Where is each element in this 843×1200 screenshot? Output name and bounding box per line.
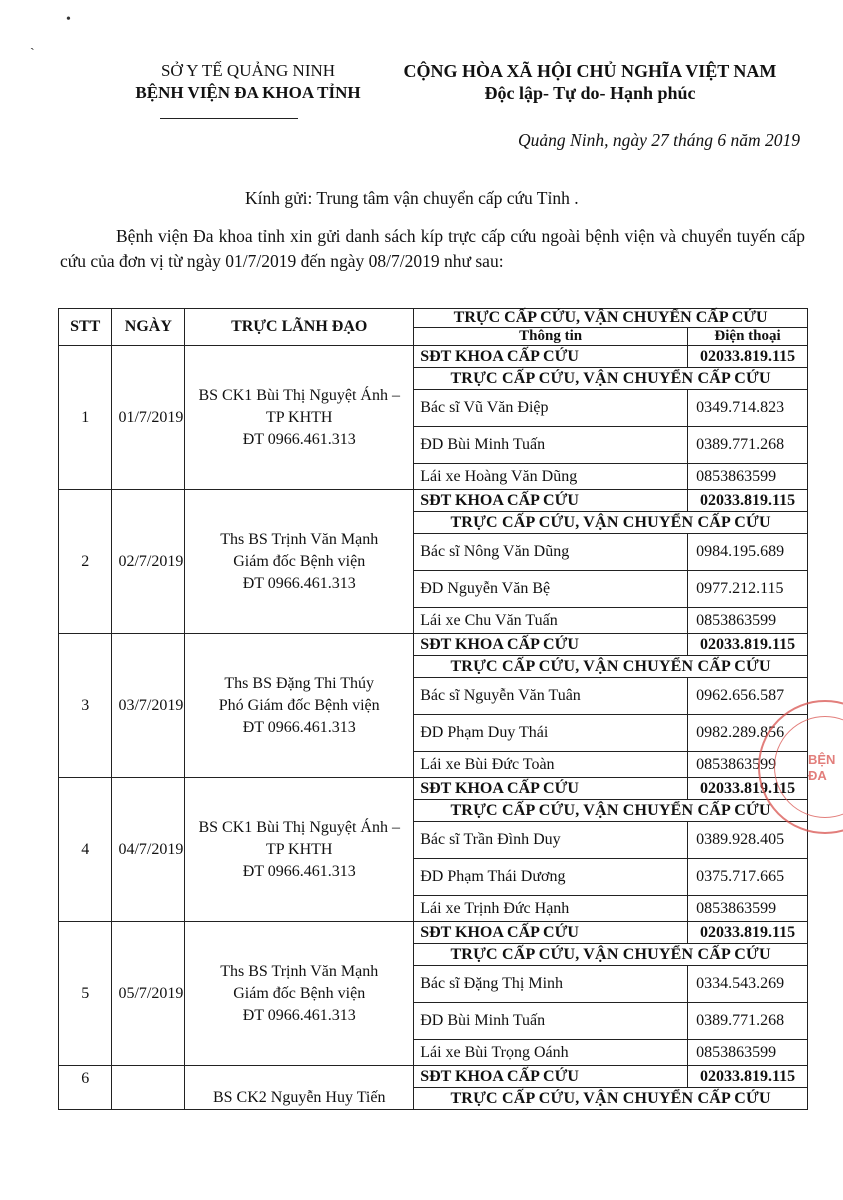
- table-row: [59, 778, 808, 800]
- duty-roster-table: [58, 308, 808, 1110]
- salutation: Kính gửi: Trung tâm vận chuyển cấp cứu Tỉnh .: [245, 188, 579, 208]
- nurse-phone: 0375.717.665: [688, 859, 808, 896]
- driver-phone: 0853863599: [688, 1040, 808, 1066]
- row-stt: 6: [59, 1066, 112, 1110]
- row-lead: [185, 922, 414, 1066]
- issuer-underline: [160, 118, 298, 119]
- nurse-phone: 0389.771.268: [688, 427, 808, 464]
- row-stt: 5: [59, 922, 112, 1066]
- lead-line: Phó Giám đốc Bệnh viện: [218, 696, 380, 714]
- doctor-phone: 0389.928.405: [688, 822, 808, 859]
- hotline-label: SĐT KHOA CẤP CỨU: [414, 922, 688, 944]
- doctor-phone: 0984.195.689: [688, 534, 808, 571]
- national-title: CỘNG HÒA XÃ HỘI CHỦ NGHĨA VIỆT NAM: [403, 61, 777, 81]
- stamp-text: [808, 752, 835, 784]
- issuer-block: [88, 60, 408, 104]
- doctor-name: Bác sĩ Vũ Văn Điệp: [414, 390, 688, 427]
- table-row: [59, 1066, 808, 1088]
- driver-phone: 0853863599: [688, 752, 808, 778]
- table-row: [59, 922, 808, 944]
- row-date: 05/7/2019: [112, 922, 185, 1066]
- row-stt: 3: [59, 634, 112, 778]
- doctor-phone: 0334.543.269: [688, 966, 808, 1003]
- issuer-department: SỞ Y TẾ QUẢNG NINH: [160, 61, 336, 80]
- nurse-name: ĐD Nguyễn Văn Bệ: [414, 571, 688, 608]
- national-motto: Độc lập- Tự do- Hạnh phúc: [484, 83, 696, 103]
- lead-line: Ths BS Trịnh Văn Mạnh: [220, 962, 379, 980]
- doctor-name: Bác sĩ Trần Đình Duy: [414, 822, 688, 859]
- hotline-number: 02033.819.115: [688, 346, 808, 368]
- nurse-phone: 0982.289.856: [688, 715, 808, 752]
- group-label: TRỰC CẤP CỨU, VẬN CHUYỂN CẤP CỨU: [414, 368, 808, 390]
- lead-line: Ths BS Trịnh Văn Mạnh: [220, 530, 379, 548]
- col-group-header: TRỰC CẤP CỨU, VẬN CHUYỂN CẤP CỨU: [414, 309, 808, 328]
- row-lead: [185, 490, 414, 634]
- doctor-phone: 0962.656.587: [688, 678, 808, 715]
- driver-phone: 0853863599: [688, 896, 808, 922]
- doctor-name: Bác sĩ Nông Văn Dũng: [414, 534, 688, 571]
- stamp-line: ĐA: [808, 768, 827, 783]
- doctor-phone: 0349.714.823: [688, 390, 808, 427]
- hotline-label: SĐT KHOA CẤP CỨU: [414, 634, 688, 656]
- row-lead: [185, 346, 414, 490]
- national-motto-block: [380, 60, 800, 104]
- hotline-label: SĐT KHOA CẤP CỨU: [414, 490, 688, 512]
- hotline-label: SĐT KHOA CẤP CỨU: [414, 346, 688, 368]
- group-label: TRỰC CẤP CỨU, VẬN CHUYỂN CẤP CỨU: [414, 944, 808, 966]
- hotline-number: 02033.819.115: [688, 634, 808, 656]
- group-label: TRỰC CẤP CỨU, VẬN CHUYỂN CẤP CỨU: [414, 512, 808, 534]
- group-label: TRỰC CẤP CỨU, VẬN CHUYỂN CẤP CỨU: [414, 1088, 808, 1110]
- row-lead: [185, 778, 414, 922]
- hotline-label: SĐT KHOA CẤP CỨU: [414, 778, 688, 800]
- hotline-number: 02033.819.115: [688, 490, 808, 512]
- driver-name: Lái xe Chu Văn Tuấn: [414, 608, 688, 634]
- lead-line: Giám đốc Bệnh viện: [233, 984, 366, 1002]
- group-label: TRỰC CẤP CỨU, VẬN CHUYỂN CẤP CỨU: [414, 656, 808, 678]
- driver-name: Lái xe Bùi Trọng Oánh: [414, 1040, 688, 1066]
- driver-phone: 0853863599: [688, 464, 808, 490]
- col-date-header: NGÀY: [112, 309, 185, 346]
- nurse-phone: 0977.212.115: [688, 571, 808, 608]
- lead-line: Ths BS Đặng Thi Thúy: [224, 674, 375, 692]
- lead-line: BS CK1 Bùi Thị Nguyệt Ánh –: [198, 818, 400, 836]
- row-date: 03/7/2019: [112, 634, 185, 778]
- col-lead-header: TRỰC LÃNH ĐẠO: [185, 309, 414, 346]
- col-info-header: Thông tin: [414, 328, 688, 346]
- row-date: 01/7/2019: [112, 346, 185, 490]
- scan-mark: ˏ: [30, 36, 35, 51]
- row-date: 04/7/2019: [112, 778, 185, 922]
- nurse-name: ĐD Phạm Thái Dương: [414, 859, 688, 896]
- nurse-name: ĐD Bùi Minh Tuấn: [414, 1003, 688, 1040]
- group-label: TRỰC CẤP CỨU, VẬN CHUYỂN CẤP CỨU: [414, 800, 808, 822]
- row-stt: 1: [59, 346, 112, 490]
- lead-line: TP KHTH: [265, 840, 333, 858]
- intro-paragraph: Bệnh viện Đa khoa tỉnh xin gửi danh sách kíp trực cấp cứu ngoài bệnh viện và chuyển tuyến cấp cứu của đơn vị từ ngày 01/7/2019 đến ngày 08/7/2019 như sau:: [60, 226, 805, 271]
- stamp-line: BỆN: [808, 752, 836, 767]
- lead-line: BS CK1 Bùi Thị Nguyệt Ánh –: [198, 386, 400, 404]
- row-stt: 2: [59, 490, 112, 634]
- lead-line: ĐT 0966.461.313: [242, 574, 356, 592]
- lead-line: ĐT 0966.461.313: [242, 862, 356, 880]
- col-stt-header: STT: [59, 309, 112, 346]
- issuer-hospital: BỆNH VIỆN ĐA KHOA TỈNH: [135, 83, 361, 102]
- nurse-name: ĐD Bùi Minh Tuấn: [414, 427, 688, 464]
- row-lead: BS CK2 Nguyễn Huy Tiến: [185, 1066, 414, 1110]
- driver-phone: 0853863599: [688, 608, 808, 634]
- row-stt: 4: [59, 778, 112, 922]
- lead-line: Giám đốc Bệnh viện: [233, 552, 366, 570]
- col-phone-header: Điện thoại: [688, 328, 808, 346]
- hotline-label: SĐT KHOA CẤP CỨU: [414, 1066, 688, 1088]
- driver-name: Lái xe Hoàng Văn Dũng: [414, 464, 688, 490]
- lead-line: ĐT 0966.461.313: [242, 430, 356, 448]
- doctor-name: Bác sĩ Đặng Thị Minh: [414, 966, 688, 1003]
- driver-name: Lái xe Bùi Đức Toàn: [414, 752, 688, 778]
- lead-line: TP KHTH: [265, 408, 333, 426]
- lead-line: ĐT 0966.461.313: [242, 1006, 356, 1024]
- lead-line: ĐT 0966.461.313: [242, 718, 356, 736]
- row-lead: [185, 634, 414, 778]
- doctor-name: Bác sĩ Nguyễn Văn Tuân: [414, 678, 688, 715]
- table-row: [59, 634, 808, 656]
- scan-mark: •: [66, 12, 71, 27]
- hotline-number: 02033.819.115: [688, 922, 808, 944]
- hotline-number: 02033.819.115: [688, 1066, 808, 1088]
- hotline-number: 02033.819.115: [688, 778, 808, 800]
- row-date: [112, 1066, 185, 1110]
- row-date: 02/7/2019: [112, 490, 185, 634]
- nurse-phone: 0389.771.268: [688, 1003, 808, 1040]
- nurse-name: ĐD Phạm Duy Thái: [414, 715, 688, 752]
- table-row: [59, 346, 808, 368]
- table-header-row: [59, 309, 808, 328]
- table-row: [59, 490, 808, 512]
- document-date: Quảng Ninh, ngày 27 tháng 6 năm 2019: [518, 130, 800, 150]
- driver-name: Lái xe Trịnh Đức Hạnh: [414, 896, 688, 922]
